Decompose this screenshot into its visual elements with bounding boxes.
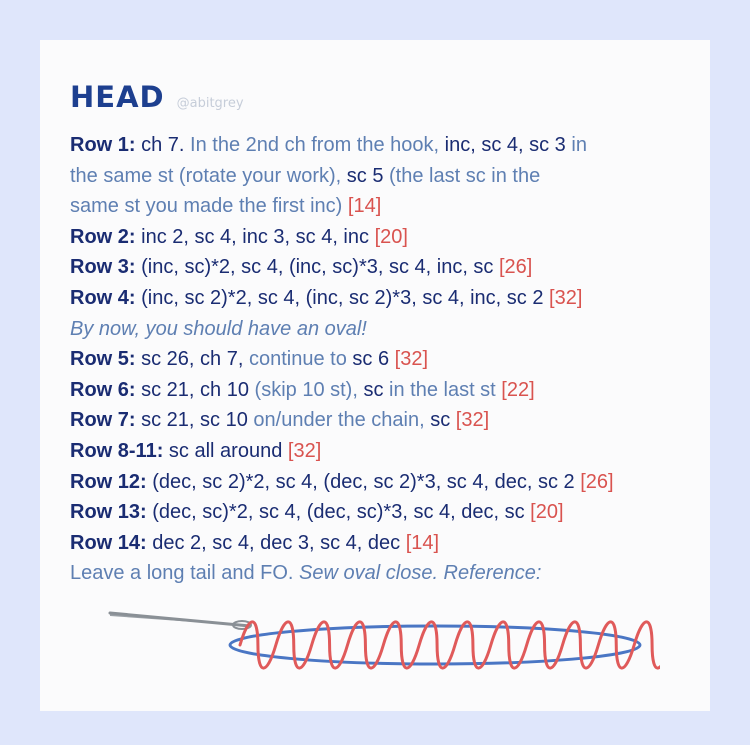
instruction-text: same st you made the first inc): [70, 195, 343, 218]
instruction-line: [70, 130, 700, 161]
instruction-text: sc 21, sc 10: [141, 409, 248, 432]
instruction-text: the same st (rotate your work),: [70, 164, 342, 187]
instruction-line: [70, 375, 700, 406]
instruction-text: sc 21, ch 10: [141, 378, 249, 401]
stitch-count: [32]: [455, 409, 490, 432]
instruction-text: (dec, sc 2)*2, sc 4, (dec, sc 2)*3, sc 4, dec, sc 2: [152, 470, 575, 493]
instruction-text: inc, sc 4, sc 3: [444, 134, 566, 156]
stitch-count: [14]: [347, 195, 382, 218]
instruction-line: [70, 528, 700, 559]
instruction-text: (the last sc in the: [389, 164, 541, 187]
row-label: Row 5:: [70, 348, 136, 371]
row-label: Row 7:: [70, 409, 136, 432]
author-handle: @abitgrey: [176, 96, 244, 111]
instruction-text: in the last st: [389, 378, 496, 401]
row-label: Row 4:: [70, 286, 136, 309]
instruction-text: ch 7.: [141, 134, 185, 156]
pattern-instructions: [70, 130, 700, 589]
stitch-count: [32]: [549, 286, 583, 309]
instruction-text: dec 2, sc 4, dec 3, sc 4, dec: [152, 531, 401, 554]
instruction-text: Leave a long tail and FO.: [70, 562, 294, 585]
instruction-text: (inc, sc)*2, sc 4, (inc, sc)*3, sc 4, inc, sc: [141, 256, 494, 279]
instruction-text: sc 5: [346, 164, 384, 187]
instruction-line: [70, 344, 700, 375]
stitch-count: [14]: [405, 531, 440, 554]
instruction-text: (skip 10 st),: [254, 378, 358, 401]
instruction-text: in: [571, 134, 587, 156]
stitch-thread: [240, 622, 660, 668]
instruction-line: [70, 161, 700, 192]
row-label: Row 8-11:: [70, 439, 164, 462]
instruction-text: sc: [363, 378, 384, 401]
row-label: Row 3:: [70, 256, 136, 279]
row-label: Row 2:: [70, 225, 136, 248]
instruction-line: [70, 314, 700, 345]
stitch-count: [32]: [394, 348, 428, 371]
instruction-line: [70, 252, 700, 283]
stitch-count: [20]: [374, 225, 408, 248]
instruction-line: [70, 222, 700, 253]
row-label: Row 12:: [70, 470, 147, 493]
instruction-text: (dec, sc)*2, sc 4, (dec, sc)*3, sc 4, dec, sc: [152, 501, 525, 524]
instruction-text: continue to: [248, 348, 347, 371]
row-label: Row 6:: [70, 378, 136, 401]
instruction-line: [70, 436, 700, 467]
instruction-text: inc 2, sc 4, inc 3, sc 4, inc: [141, 225, 369, 248]
instruction-line: [70, 558, 700, 589]
needle-sewing-oval-icon: [100, 600, 660, 720]
instruction-text: on/under the chain,: [253, 409, 425, 432]
instruction-text: In the 2nd ch from the hook,: [190, 134, 440, 156]
stitch-count: [26]: [580, 470, 614, 493]
instruction-line: [70, 497, 700, 528]
instruction-text: sc 6: [352, 348, 390, 371]
instruction-text: sc: [430, 409, 451, 432]
stitch-count: [26]: [499, 256, 533, 279]
row-label: Row 14:: [70, 531, 147, 554]
stitch-count: [32]: [287, 439, 322, 462]
pattern-card: [40, 40, 710, 711]
instruction-text: (inc, sc 2)*2, sc 4, (inc, sc 2)*3, sc 4, inc, sc 2: [141, 286, 544, 309]
header: [70, 80, 244, 114]
instruction-line: [70, 191, 700, 222]
row-label: Row 1:: [70, 134, 136, 156]
stitch-count: [22]: [501, 378, 535, 401]
page-title: HEAD: [70, 80, 165, 114]
stitch-count: [20]: [530, 501, 564, 524]
instruction-text: sc 26, ch 7,: [141, 348, 244, 371]
instruction-line: [70, 283, 700, 314]
row-label: Row 13:: [70, 501, 147, 524]
instruction-text: sc all around: [168, 439, 283, 462]
instruction-text: By now, you should have an oval!: [70, 317, 367, 340]
instruction-line: [70, 405, 700, 436]
instruction-text: Sew oval close. Reference:: [299, 562, 542, 585]
instruction-line: [70, 467, 700, 498]
